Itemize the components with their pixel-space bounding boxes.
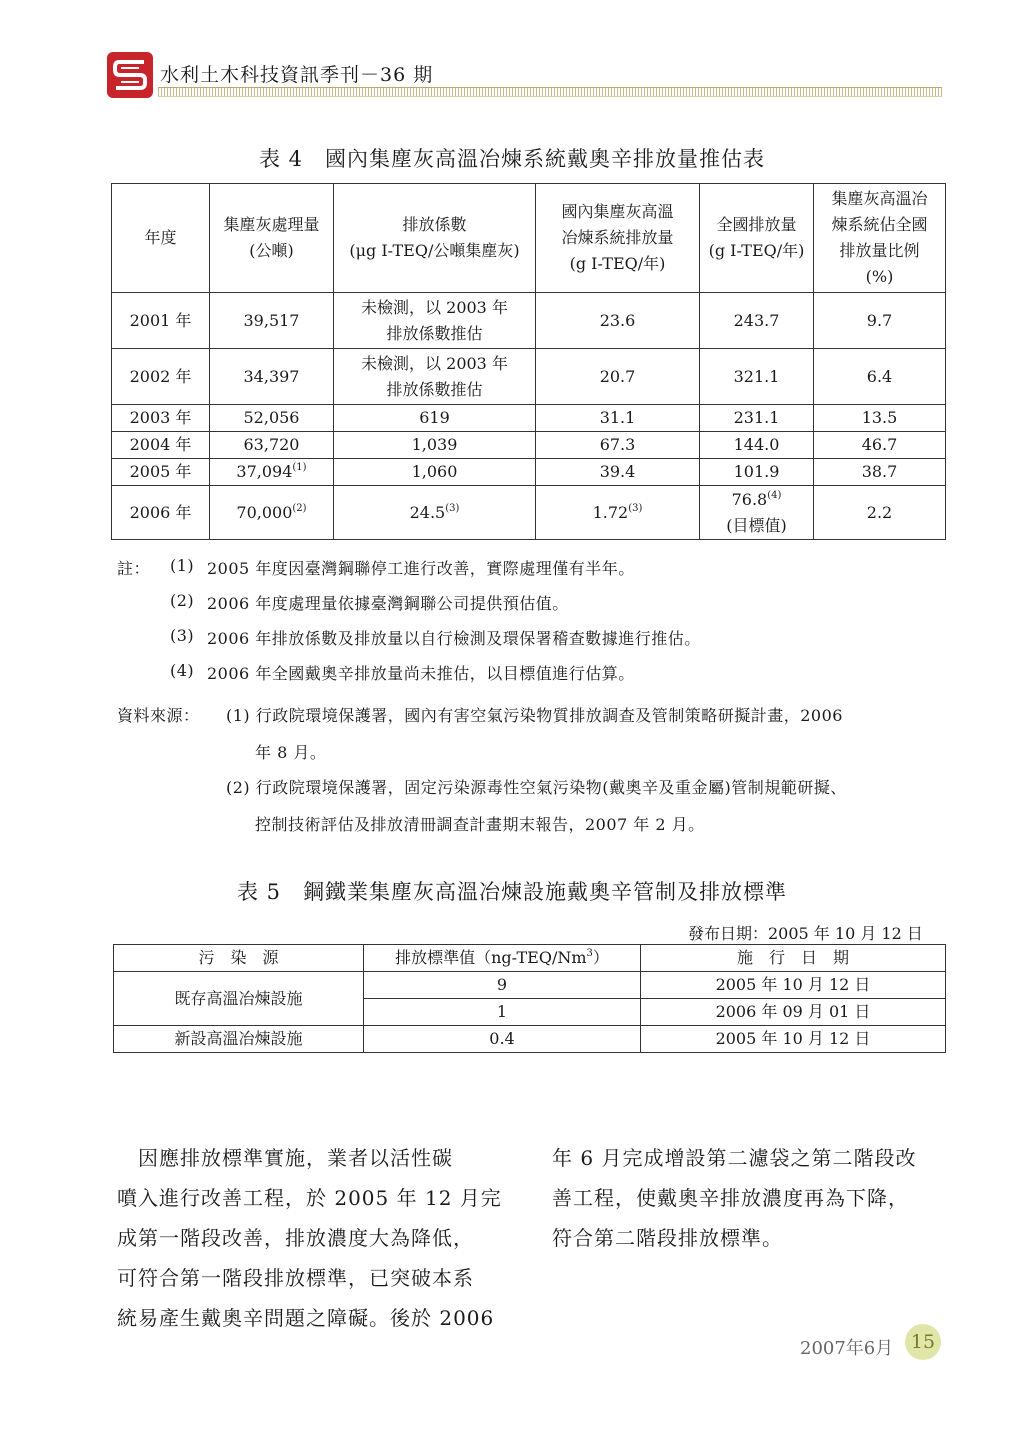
footer-issue-date: 2007年6月 bbox=[800, 1338, 894, 1359]
table5-header-row bbox=[114, 945, 946, 972]
table4-cell-amount: 37,094$^{(1)}$ bbox=[210, 459, 334, 486]
source-line: 控制技術評估及排放清冊調查計畫期末報告，2007 年 2 月。 bbox=[255, 815, 705, 834]
table4-cell-domestic: 1.72$^{(3)}$ bbox=[536, 486, 700, 540]
table4-cell-domestic: 39.4 bbox=[536, 459, 700, 486]
table4-cell-national: 144.0 bbox=[700, 432, 814, 459]
table5-date: 2005 年 10 月 12 日 bbox=[641, 972, 946, 999]
notes-label: 註： bbox=[117, 559, 151, 578]
body-text-line: 統易產生戴奧辛問題之障礙。後於 2006 bbox=[117, 1306, 495, 1330]
table4-header-national: 全國排放量 (g I-TEQ/年) bbox=[700, 184, 814, 293]
table4-cell-domestic: 23.6 bbox=[536, 293, 700, 349]
table4-cell-factor: 619 bbox=[334, 405, 536, 432]
table-row bbox=[112, 349, 946, 405]
note-number: (3) bbox=[170, 626, 195, 645]
table5-source-new: 新設高溫冶煉設施 bbox=[114, 1026, 364, 1053]
table4-body bbox=[112, 293, 946, 540]
header-rule-line bbox=[158, 96, 942, 97]
source-line: (2) 行政院環境保護署，固定污染源毒性空氣污染物(戴奧辛及重金屬)管制規範研擬、 bbox=[226, 778, 847, 797]
table4-cell-amount: 52,056 bbox=[210, 405, 334, 432]
table4-cell-national: 101.9 bbox=[700, 459, 814, 486]
table4-header-year: 年度 bbox=[112, 184, 210, 293]
table4-cell-factor: 未檢測，以 2003 年 排放係數推估 bbox=[334, 349, 536, 405]
table-row bbox=[112, 459, 946, 486]
page-number-badge: 15 bbox=[905, 1324, 941, 1360]
table4-cell-amount: 63,720 bbox=[210, 432, 334, 459]
table5-standard: 0.4 bbox=[364, 1026, 641, 1053]
table-row bbox=[112, 293, 946, 349]
table4-cell-factor: 未檢測，以 2003 年 排放係數推估 bbox=[334, 293, 536, 349]
journal-logo bbox=[107, 52, 153, 98]
table4-cell-ratio: 2.2 bbox=[814, 486, 946, 540]
table-row bbox=[112, 486, 946, 540]
body-text-line: 因應排放標準實施，業者以活性碳 bbox=[117, 1146, 453, 1170]
body-text-left-column bbox=[117, 1138, 517, 1338]
note-text: 2005 年度因臺灣鋼聯停工進行改善，實際處理僅有半年。 bbox=[207, 559, 635, 578]
note-text: 2006 年度處理量依據臺灣鋼聯公司提供預估值。 bbox=[207, 594, 569, 613]
table-row bbox=[112, 432, 946, 459]
table5-standard: 1 bbox=[364, 999, 641, 1026]
table4-cell-ratio: 9.7 bbox=[814, 293, 946, 349]
table5-emission-standards bbox=[113, 944, 946, 1053]
table5-source-existing: 既存高溫冶煉設施 bbox=[114, 972, 364, 1026]
note-number: (2) bbox=[170, 591, 195, 610]
table4-cell-year: 2003 年 bbox=[112, 405, 210, 432]
table5-header-date: 施 行 日 期 bbox=[641, 945, 946, 972]
table5-header-source: 污 染 源 bbox=[114, 945, 364, 972]
table4-cell-domestic: 31.1 bbox=[536, 405, 700, 432]
table4-cell-domestic: 67.3 bbox=[536, 432, 700, 459]
table4-cell-ratio: 6.4 bbox=[814, 349, 946, 405]
table4-cell-year: 2002 年 bbox=[112, 349, 210, 405]
body-text-line: 可符合第一階段排放標準，已突破本系 bbox=[117, 1266, 474, 1290]
header-rule bbox=[158, 87, 942, 96]
body-text-right-column bbox=[552, 1138, 947, 1258]
table4-cell-amount: 70,000$^{(2)}$ bbox=[210, 486, 334, 540]
table4-cell-amount: 39,517 bbox=[210, 293, 334, 349]
source-line: 年 8 月。 bbox=[255, 743, 327, 762]
table4-cell-national: 231.1 bbox=[700, 405, 814, 432]
table4-header-factor: 排放係數 (μg I-TEQ/公噸集塵灰) bbox=[334, 184, 536, 293]
table4-cell-year: 2005 年 bbox=[112, 459, 210, 486]
note-text: 2006 年全國戴奧辛排放量尚未推估，以目標值進行估算。 bbox=[207, 664, 635, 683]
table4-cell-ratio: 13.5 bbox=[814, 405, 946, 432]
table4-header-domestic: 國內集塵灰高溫 冶煉系統排放量 (g I-TEQ/年) bbox=[536, 184, 700, 293]
table4-cell-national: 76.8$^{(4)}$ (目標值) bbox=[700, 486, 814, 540]
table5-caption: 表 5 鋼鐵業集塵灰高溫冶煉設施戴奧辛管制及排放標準 bbox=[236, 880, 788, 904]
table4-header-row bbox=[112, 184, 946, 293]
journal-title: 水利土木科技資訊季刊－36 期 bbox=[160, 64, 434, 86]
table4-cell-national: 321.1 bbox=[700, 349, 814, 405]
body-text-line: 成第一階段改善，排放濃度大為降低， bbox=[117, 1226, 474, 1250]
table5-date: 2006 年 09 月 01 日 bbox=[641, 999, 946, 1026]
table4-cell-national: 243.7 bbox=[700, 293, 814, 349]
table5-standard: 9 bbox=[364, 972, 641, 999]
table-row bbox=[114, 1026, 946, 1053]
table4-header-amount: 集塵灰處理量 (公噸) bbox=[210, 184, 334, 293]
table4-cell-factor: 1,039 bbox=[334, 432, 536, 459]
table4-cell-amount: 34,397 bbox=[210, 349, 334, 405]
table4-cell-ratio: 46.7 bbox=[814, 432, 946, 459]
body-text-line: 噴入進行改善工程，於 2005 年 12 月完 bbox=[117, 1186, 502, 1210]
table4-dioxin-estimates bbox=[111, 183, 946, 540]
sources-label: 資料來源： bbox=[117, 706, 200, 725]
body-text-line: 符合第二階段排放標準。 bbox=[552, 1226, 783, 1250]
issue-date: 發布日期：2005 年 10 月 12 日 bbox=[688, 924, 923, 943]
table-row bbox=[114, 972, 946, 999]
table4-cell-year: 2006 年 bbox=[112, 486, 210, 540]
table4-cell-ratio: 38.7 bbox=[814, 459, 946, 486]
table4-cell-factor: 24.5$^{(3)}$ bbox=[334, 486, 536, 540]
note-number: (4) bbox=[170, 661, 195, 680]
body-text-line: 年 6 月完成增設第二濾袋之第二階段改 bbox=[552, 1146, 917, 1170]
table4-header bbox=[112, 184, 946, 293]
note-number: (1) bbox=[170, 556, 195, 575]
table4-header-ratio: 集塵灰高溫冶 煉系統佔全國 排放量比例 (%) bbox=[814, 184, 946, 293]
table4-caption: 表 4 國內集塵灰高溫冶煉系統戴奧辛排放量推估表 bbox=[258, 147, 766, 171]
table4-cell-factor: 1,060 bbox=[334, 459, 536, 486]
body-text-line: 善工程，使戴奧辛排放濃度再為下降， bbox=[552, 1186, 909, 1210]
table4-cell-year: 2001 年 bbox=[112, 293, 210, 349]
source-line: (1) 行政院環境保護署，國內有害空氣污染物質排放調查及管制策略研擬計畫，2006 bbox=[226, 706, 843, 725]
table5-header-standard: 排放標準值（ng-TEQ/Nm$^3$） bbox=[364, 945, 641, 972]
table4-cell-year: 2004 年 bbox=[112, 432, 210, 459]
table5-date: 2005 年 10 月 12 日 bbox=[641, 1026, 946, 1053]
note-text: 2006 年排放係數及排放量以自行檢測及環保署稽查數據進行推估。 bbox=[207, 629, 701, 648]
table-row bbox=[112, 405, 946, 432]
table4-cell-domestic: 20.7 bbox=[536, 349, 700, 405]
